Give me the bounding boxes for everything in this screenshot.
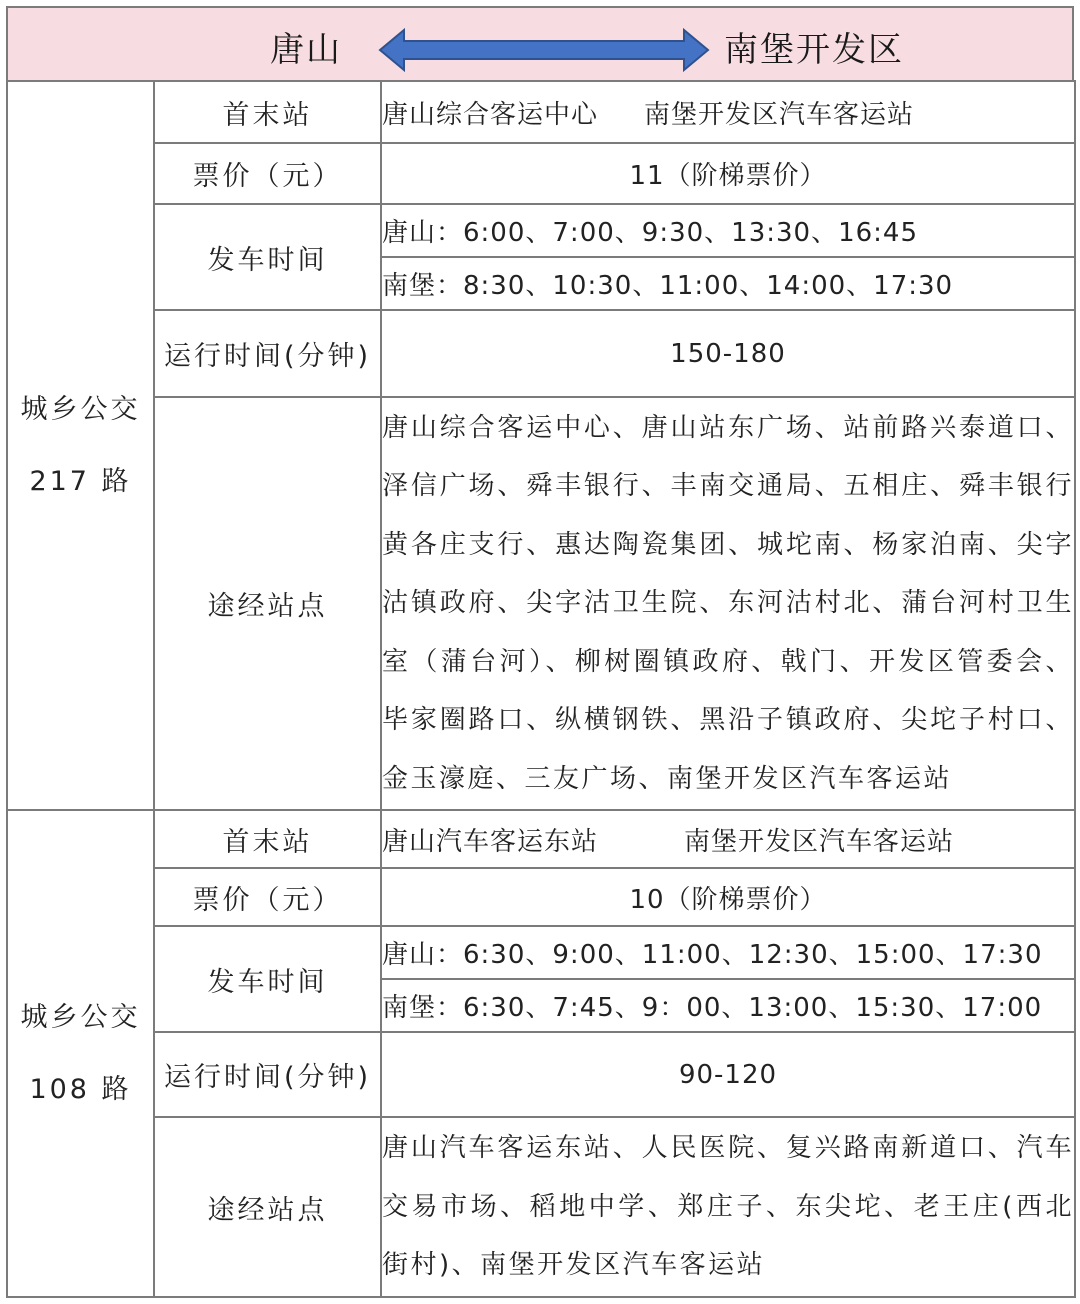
stops-label: 途经站点 [154, 1117, 381, 1297]
table-row [7, 926, 1075, 979]
route-info-sheet [6, 6, 1074, 1298]
departure-nanpu: 南堡：6:30、7:45、9：00、13:00、15:30、17:00 [381, 979, 1075, 1032]
table-row [7, 204, 1075, 257]
table-row [7, 81, 1075, 143]
duration-label: 运行时间(分钟) [154, 310, 381, 397]
route-table [6, 80, 1076, 1298]
table-row [7, 810, 1075, 868]
departure-label: 发车时间 [154, 926, 381, 1032]
terminals-value [381, 81, 1075, 143]
terminals-value [381, 810, 1075, 868]
departure-tangshan: 唐山：6:30、9:00、11:00、12:30、15:00、17:30 [381, 926, 1075, 979]
route-type-label: 城乡公交 [20, 1001, 141, 1033]
departure-nanpu: 南堡：8:30、10:30、11:00、14:00、17:30 [381, 257, 1075, 310]
route-header [6, 6, 1074, 82]
terminal-end: 南堡开发区汽车客运站 [684, 826, 955, 857]
table-row [7, 143, 1075, 204]
route-name-108 [7, 810, 154, 1297]
destination-city: 南堡开发区 [724, 30, 904, 70]
table-row [7, 1117, 1075, 1297]
fare-value: 10（阶梯票价） [381, 868, 1075, 926]
route-number-label: 108 路 [29, 1073, 132, 1105]
terminal-start: 唐山汽车客运东站 [382, 826, 599, 857]
terminals-label: 首末站 [154, 81, 381, 143]
route-number-label: 217 路 [29, 465, 132, 497]
table-row [7, 1032, 1075, 1117]
terminals-label: 首末站 [154, 810, 381, 868]
fare-value: 11（阶梯票价） [381, 143, 1075, 204]
duration-label: 运行时间(分钟) [154, 1032, 381, 1117]
route-name-217 [7, 81, 154, 810]
table-row [7, 868, 1075, 926]
duration-value: 150-180 [381, 310, 1075, 397]
stops-list: 唐山综合客运中心、唐山站东广场、站前路兴泰道口、泽信广场、舜丰银行、丰南交通局、五相庄、舜丰银行黄各庄支行、惠达陶瓷集团、城坨南、杨家泊南、尖字沽镇政府、尖字沽卫生院、东河沽村北、蒲台河村卫生室（蒲台河）、柳树圈镇政府、戟门、开发区管委会、毕家圈路口、纵横钢铁、黑沿子镇政府、尖坨子村口、金玉濠庭、三友广场、南堡开发区汽车客运站 [381, 397, 1075, 810]
table-row [7, 397, 1075, 810]
stops-label: 途经站点 [154, 397, 381, 810]
departure-tangshan: 唐山：6:00、7:00、9:30、13:30、16:45 [381, 204, 1075, 257]
terminal-end: 南堡开发区汽车客运站 [644, 99, 915, 130]
departure-label: 发车时间 [154, 204, 381, 310]
fare-label: 票价（元） [154, 868, 381, 926]
route-type-label: 城乡公交 [20, 393, 141, 425]
origin-city: 唐山 [270, 30, 342, 70]
stops-list: 唐山汽车客运东站、人民医院、复兴路南新道口、汽车交易市场、稻地中学、郑庄子、东尖坨、老王庄(西北街村)、南堡开发区汽车客运站 [381, 1117, 1075, 1297]
double-arrow-icon [378, 28, 710, 72]
table-row [7, 310, 1075, 397]
fare-label: 票价（元） [154, 143, 381, 204]
terminal-start: 唐山综合客运中心 [382, 99, 599, 130]
duration-value: 90-120 [381, 1032, 1075, 1117]
